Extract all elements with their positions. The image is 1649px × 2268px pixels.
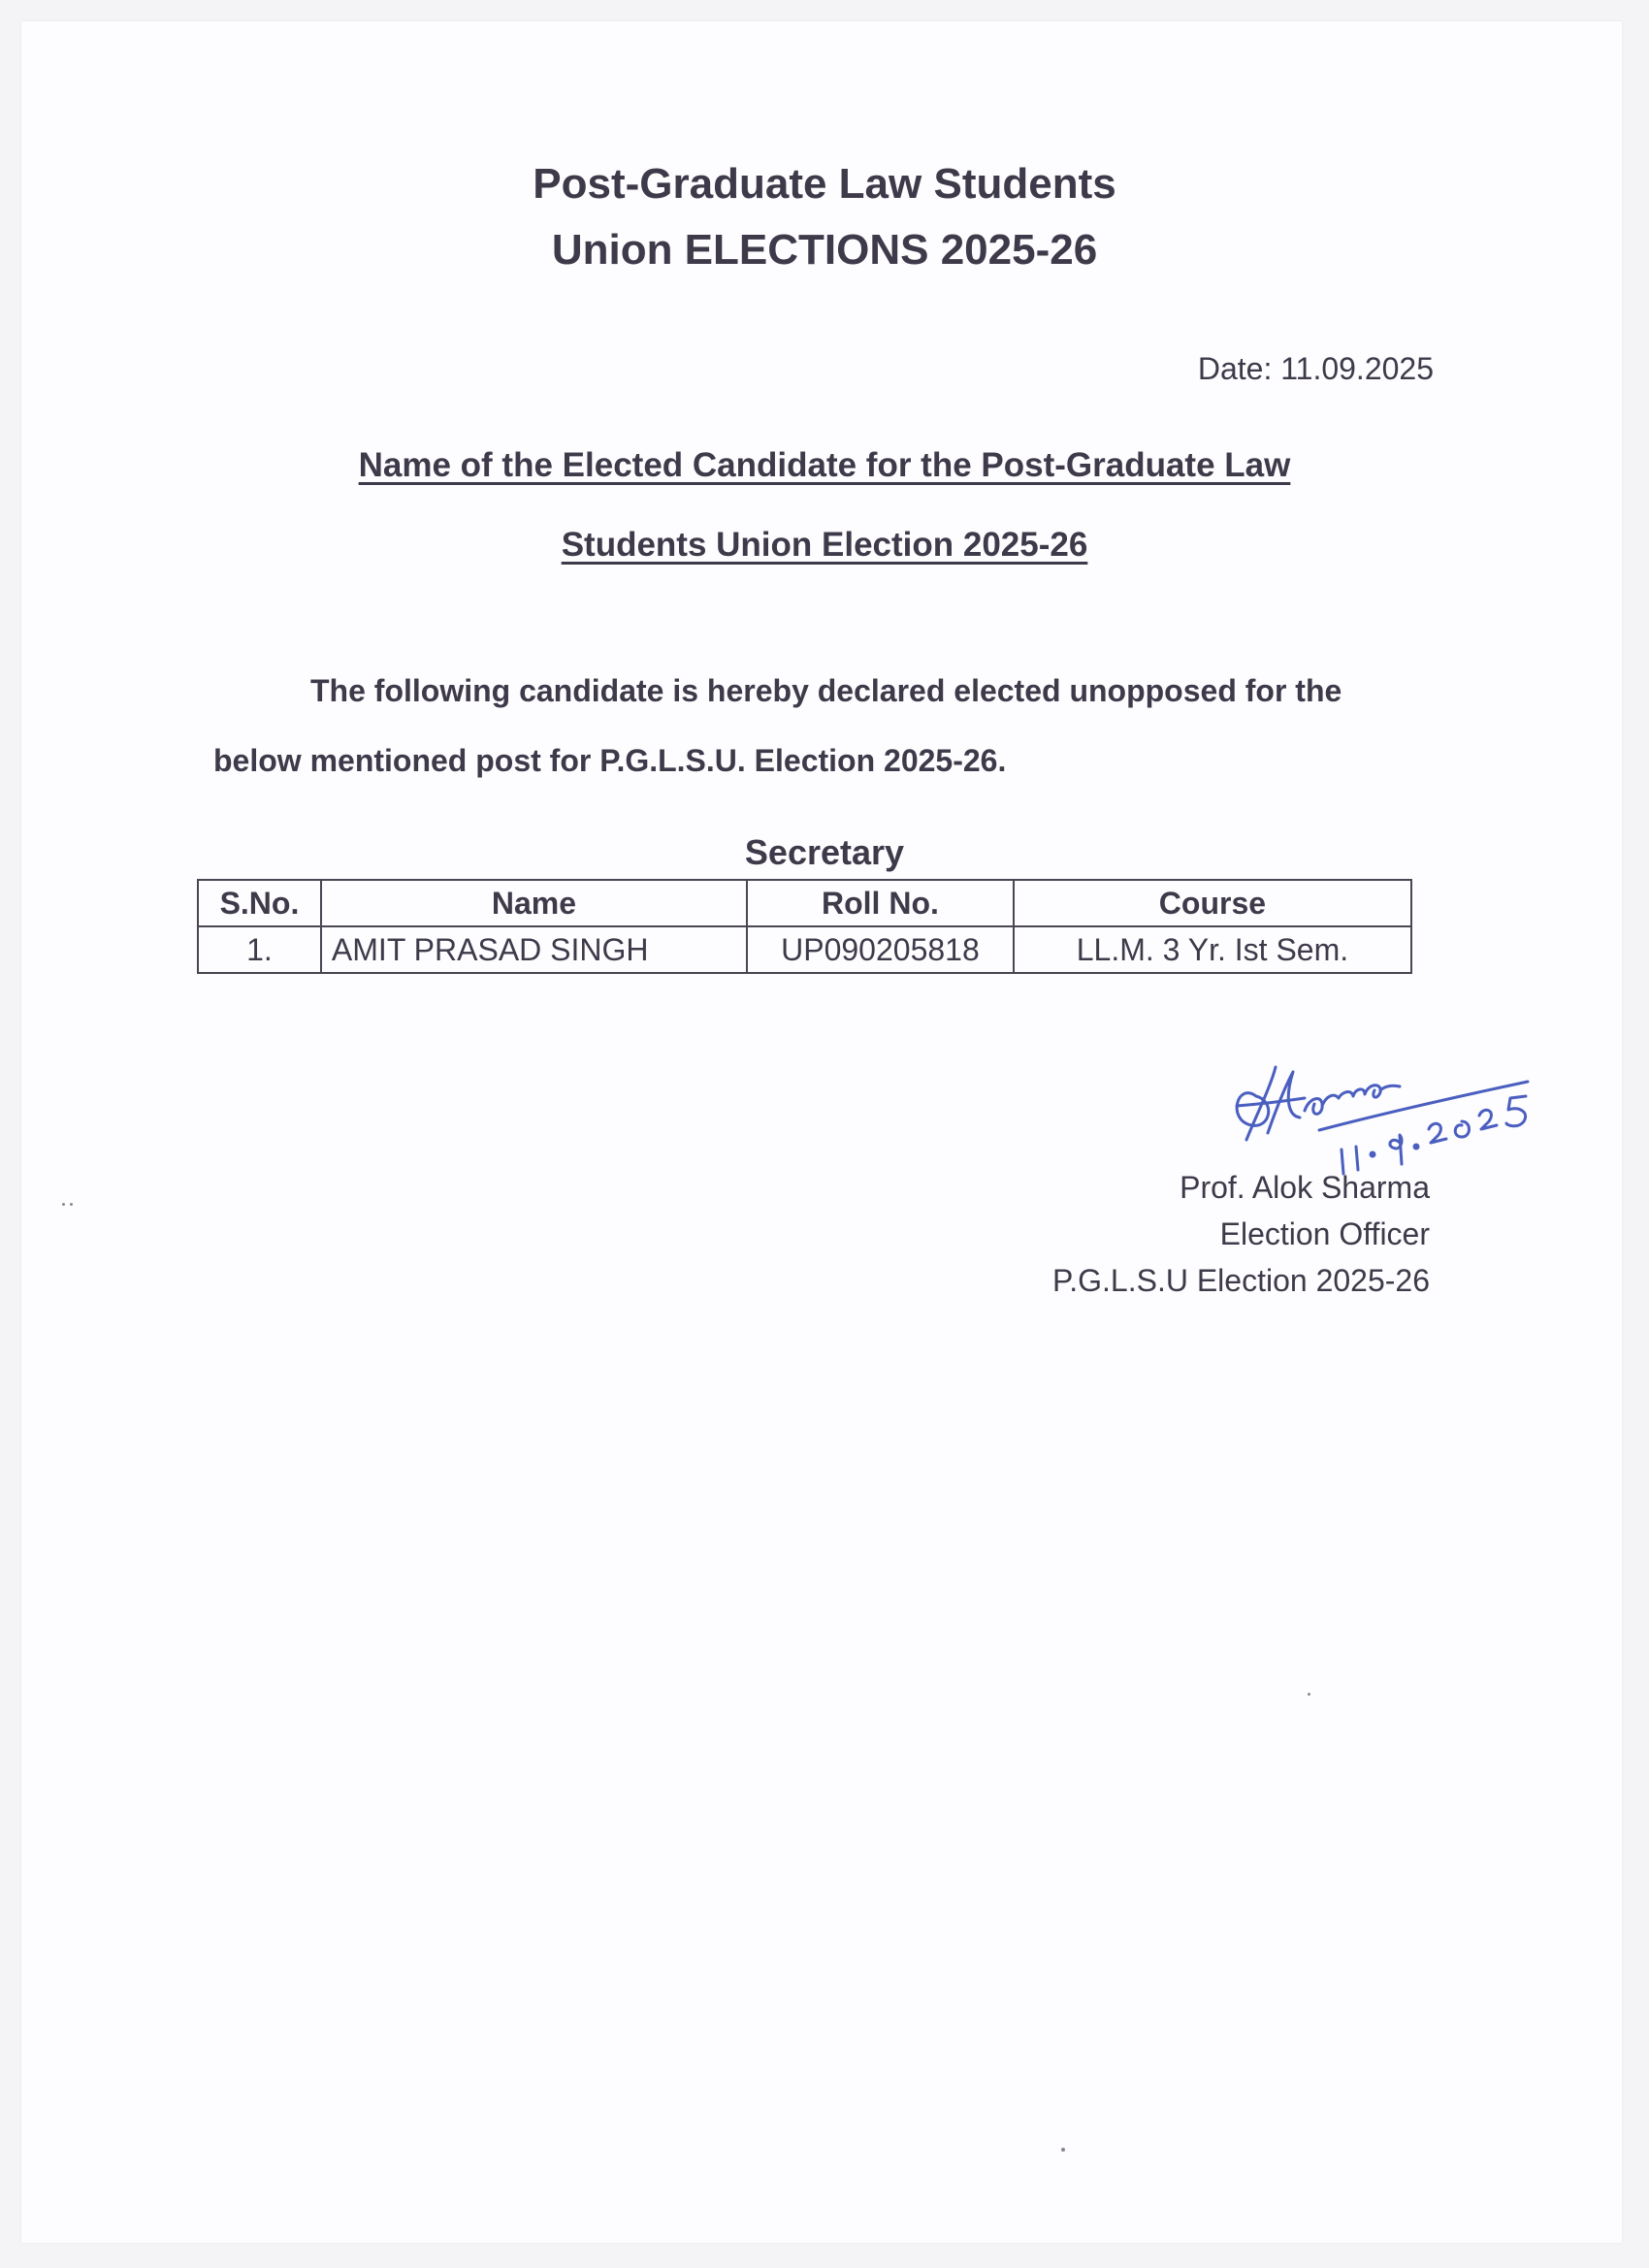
signature-date-stroke	[1506, 1096, 1526, 1126]
signature-date-stroke	[1414, 1145, 1418, 1149]
document-title-line-1: Post-Graduate Law Students	[533, 160, 1116, 208]
signature-stroke	[1305, 1085, 1400, 1115]
table-row	[198, 926, 1411, 973]
signature-underline	[1319, 1082, 1528, 1130]
handwritten-signature	[1217, 1028, 1576, 1193]
signature-date-stroke	[1455, 1121, 1469, 1137]
column-header-name: Name	[321, 880, 747, 926]
column-header-sno: S.No.	[198, 880, 321, 926]
column-header-course: Course	[1014, 880, 1411, 926]
signature-stroke	[1237, 1098, 1305, 1106]
results-table	[197, 879, 1412, 974]
declaration-line-2: below mentioned post for P.G.L.S.U. Election 2025-26.	[213, 743, 1007, 778]
table-header-row	[198, 880, 1411, 926]
signatory-organization: P.G.L.S.U Election 2025-26	[1052, 1263, 1430, 1298]
cell-course: LL.M. 3 Yr. Ist Sem.	[1014, 926, 1411, 973]
subheading-line-1: Name of the Elected Candidate for the Post-Graduate Law	[358, 446, 1291, 484]
subheading-line-2: Students Union Election 2025-26	[561, 526, 1088, 564]
signature-date-stroke	[1429, 1123, 1446, 1143]
cell-sno: 1.	[198, 926, 321, 973]
scan-speck	[62, 1203, 65, 1206]
column-header-roll-no: Roll No.	[747, 880, 1014, 926]
signatory-designation: Election Officer	[1219, 1216, 1430, 1251]
scan-speck	[1061, 2148, 1065, 2152]
cell-name: AMIT PRASAD SINGH	[321, 926, 747, 973]
signatory-name: Prof. Alok Sharma	[1180, 1170, 1430, 1205]
declaration-line-1: The following candidate is hereby declared elected unopposed for the	[310, 673, 1342, 708]
signature-date-stroke	[1479, 1110, 1497, 1129]
post-title: Secretary	[744, 832, 905, 872]
document-title-line-2: Union ELECTIONS 2025-26	[551, 226, 1098, 274]
signature-date-stroke	[1390, 1135, 1402, 1164]
document-date: Date: 11.09.2025	[1197, 351, 1434, 386]
signature-date-stroke	[1371, 1152, 1374, 1156]
scan-speck	[1308, 1693, 1310, 1696]
scan-speck	[70, 1203, 73, 1206]
cell-roll-no: UP090205818	[747, 926, 1014, 973]
